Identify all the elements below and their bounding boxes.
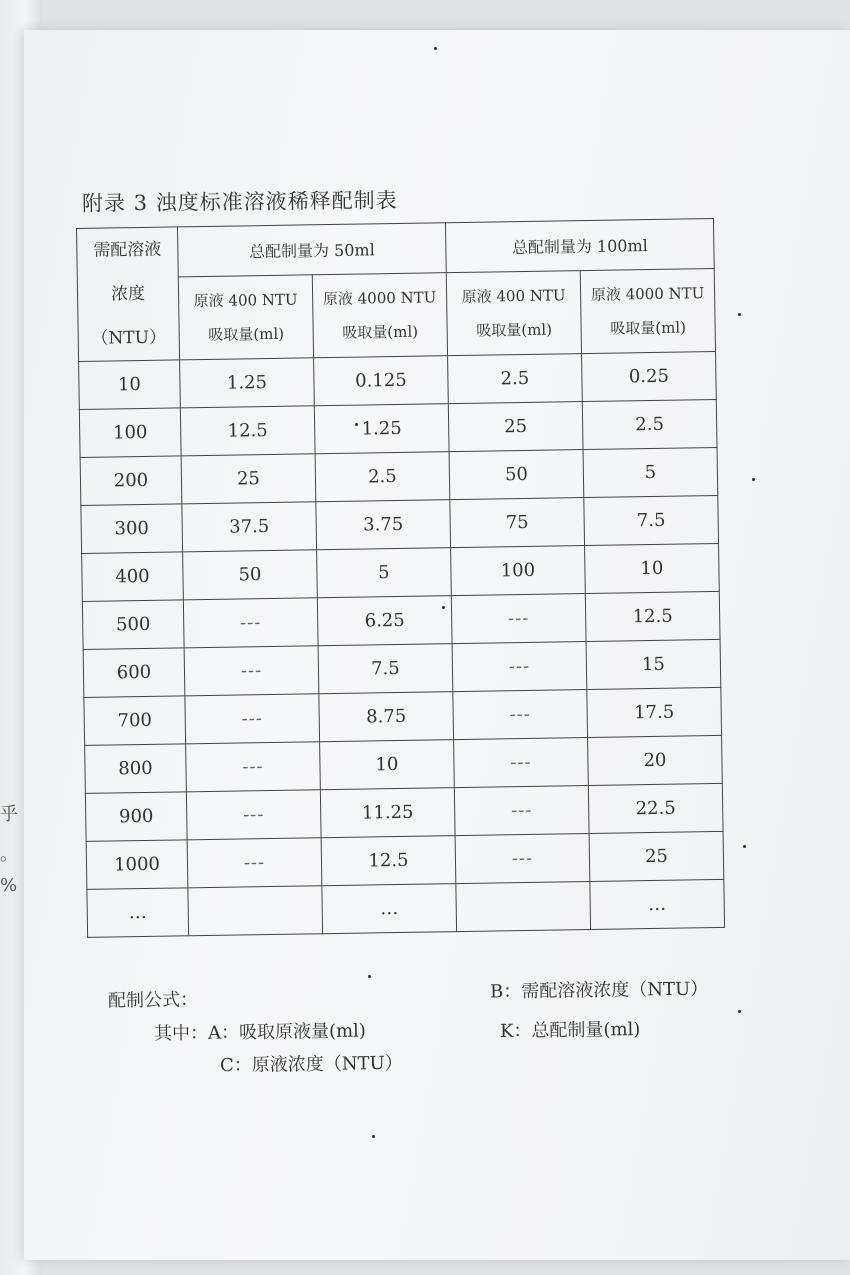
note-a: 其中：A：吸取原液量(ml) (153, 1020, 367, 1045)
speck (743, 845, 746, 848)
volume-cell (188, 886, 323, 936)
concentration-cell: 300 (81, 504, 183, 554)
group-header-50ml: 总配制量为 50ml (177, 223, 446, 278)
volume-cell: --- (451, 594, 586, 644)
note-b: B：需配溶液浓度（NTU） (489, 978, 709, 1003)
subheader-cell (580, 269, 715, 354)
table-body (79, 351, 725, 937)
note-k: K：总配制量(ml) (499, 1019, 641, 1042)
concentration-cell: … (87, 888, 189, 938)
volume-cell: 100 (451, 546, 586, 596)
volume-cell: 0.25 (582, 351, 717, 401)
volume-cell: --- (455, 834, 590, 884)
concentration-cell: 10 (79, 360, 181, 410)
volume-cell: 5 (583, 447, 718, 497)
volume-cell: --- (186, 790, 321, 840)
volume-cell: --- (185, 694, 320, 744)
table-row (87, 879, 725, 937)
volume-cell: 50 (449, 450, 584, 500)
dilution-table (76, 218, 725, 938)
volume-cell: --- (454, 738, 589, 788)
volume-cell: 25 (448, 402, 583, 452)
volume-cell: 10 (320, 740, 455, 790)
subheader-line: 原液 400 NTU (461, 286, 566, 307)
volume-cell: 37.5 (182, 502, 317, 552)
volume-cell (456, 882, 591, 932)
header-line: 浓度 (110, 283, 146, 305)
volume-cell: --- (453, 690, 588, 740)
volume-cell: 50 (183, 550, 318, 600)
concentration-cell: 200 (80, 456, 182, 506)
subheader-cell (446, 271, 581, 356)
volume-cell: --- (187, 838, 322, 888)
subheader-line: 原液 4000 NTU (322, 288, 437, 309)
concentration-cell: 400 (82, 552, 184, 602)
margin-mark: 。 (0, 844, 18, 865)
document-title: 附录 3 浊度标准溶液稀释配制表 (81, 188, 398, 216)
subheader-line: 原液 4000 NTU (590, 284, 705, 305)
volume-cell: 17.5 (587, 687, 722, 737)
subheader-cell (178, 275, 313, 360)
volume-cell: 11.25 (320, 788, 455, 838)
volume-cell: … (590, 879, 725, 929)
volume-cell: 25 (589, 831, 724, 881)
volume-cell: --- (183, 598, 318, 648)
volume-cell: 1.25 (180, 358, 315, 408)
volume-cell: 8.75 (319, 692, 454, 742)
concentration-cell: 700 (84, 696, 186, 746)
volume-cell: 22.5 (588, 783, 723, 833)
subheader-line: 原液 400 NTU (193, 290, 298, 311)
subheader-cell (312, 273, 447, 358)
formula-label: 配制公式： (107, 989, 199, 1012)
margin-mark: % (0, 875, 18, 896)
margin-mark: 乎 (0, 804, 18, 825)
volume-cell: 12.5 (585, 591, 720, 641)
concentration-cell: 800 (85, 744, 187, 794)
volume-cell: 10 (585, 543, 720, 593)
volume-cell: 6.25 (317, 596, 452, 646)
concentration-cell: 1000 (86, 840, 188, 890)
header-line: 需配溶液 (93, 239, 162, 261)
volume-cell: --- (454, 786, 589, 836)
volume-cell: 3.75 (316, 500, 451, 550)
concentration-cell: 500 (82, 600, 184, 650)
volume-cell: 12.5 (321, 836, 456, 886)
volume-cell: 15 (586, 639, 721, 689)
volume-cell: 7.5 (318, 644, 453, 694)
concentration-cell: 100 (79, 408, 181, 458)
volume-cell: 0.125 (314, 356, 449, 406)
speck (372, 1135, 375, 1138)
subheader-line: 吸取量(ml) (610, 318, 687, 338)
note-c: C：原液浓度（NTU） (219, 1052, 403, 1077)
concentration-cell: 900 (85, 792, 187, 842)
volume-cell: 12.5 (180, 406, 315, 456)
speck (752, 478, 755, 481)
volume-cell: 2.5 (315, 452, 450, 502)
concentration-cell: 600 (83, 648, 185, 698)
subheader-line: 吸取量(ml) (342, 322, 419, 343)
volume-cell: --- (184, 646, 319, 696)
concentration-header (77, 227, 180, 362)
subheader-line: 吸取量(ml) (208, 324, 285, 345)
volume-cell: 1.25 (314, 404, 449, 454)
volume-cell: 2.5 (448, 354, 583, 404)
volume-cell: --- (186, 742, 321, 792)
header-line: （NTU） (91, 327, 167, 349)
speck (434, 47, 437, 50)
volume-cell: --- (452, 642, 587, 692)
speck (368, 975, 371, 978)
volume-cell: 25 (181, 454, 316, 504)
volume-cell: 7.5 (584, 495, 719, 545)
volume-cell: … (322, 884, 457, 934)
speck (738, 313, 741, 316)
group-header-100ml: 总配制量为 100ml (445, 218, 714, 273)
volume-cell: 5 (317, 548, 452, 598)
speck (738, 1010, 741, 1013)
volume-cell: 20 (588, 735, 723, 785)
subheader-line: 吸取量(ml) (476, 320, 553, 340)
volume-cell: 2.5 (582, 399, 717, 449)
volume-cell: 75 (450, 498, 585, 548)
